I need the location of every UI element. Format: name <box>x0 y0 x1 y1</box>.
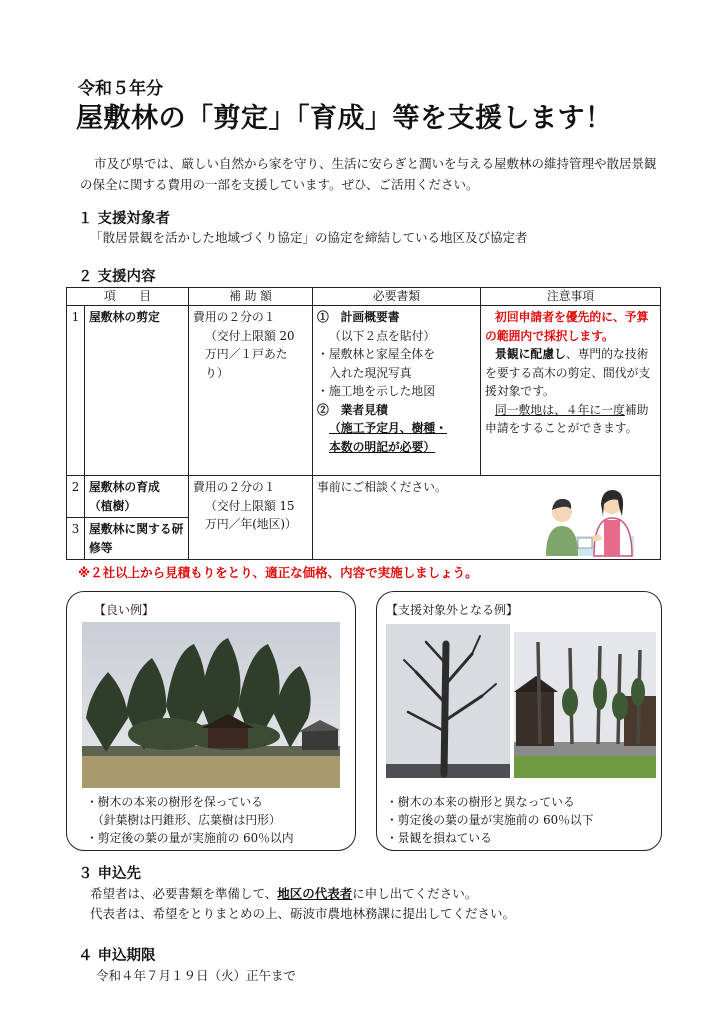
section1-heading: １ 支援対象者 <box>78 211 171 227</box>
section3-heading: ３ 申込先 <box>78 866 142 882</box>
row-amount <box>189 306 313 476</box>
row-notes <box>481 306 661 476</box>
good-example-photo <box>82 622 340 788</box>
bad-example-photo-1 <box>386 624 510 778</box>
doc-plan: ① 計画概要書 <box>317 310 400 324</box>
amount-line: 費用の２分の１ <box>193 480 276 494</box>
consultation-illustration-icon <box>540 482 646 558</box>
row-number: 2 <box>67 476 85 518</box>
note-frequency: 補助申請をすることができます。 <box>485 402 649 435</box>
note-frequency-ul: 同一敷地は、４年に一度 <box>495 402 625 417</box>
good-note-1: ・樹木の本来の樹形を保っている <box>86 795 263 809</box>
doc-line: （以下２点を貼付） <box>329 328 436 343</box>
doc-line: 入れた現況写真 <box>329 365 412 380</box>
amount-line: （交付上限額 20 <box>205 328 295 343</box>
consult-text: 事前にご相談ください。 <box>317 480 447 494</box>
estimate-warning: ※２社以上から見積もりをとり、適正な価格、内容で実施しましょう。 <box>78 565 478 580</box>
district-representative: 地区の代表者 <box>277 886 353 901</box>
section1-text: 「散居景観を活かした地域づくり協定」の協定を締結している地区及び協定者 <box>90 230 528 245</box>
row-item <box>85 476 189 518</box>
bad-example-label: 【支援対象外となる例】 <box>386 603 519 617</box>
apply-text: に申し出てください。 <box>352 886 478 901</box>
section2-heading: ２ 支援内容 <box>78 269 156 285</box>
doc-estimate: ② 業者見積 <box>317 402 388 417</box>
bad-note-2: ・剪定後の葉の量が実施前の 60％以下 <box>386 813 594 827</box>
section4-heading: ４ 申込期限 <box>78 948 156 964</box>
year-label: 令和５年分 <box>78 79 163 99</box>
bad-example-photo-2 <box>514 632 656 778</box>
amount-line: 万円／１戸あた <box>205 347 288 361</box>
section3-line1 <box>90 884 477 904</box>
doc-line: ・施工地を示した地図 <box>317 384 435 398</box>
apply-text: 希望者は、必要書類を準備して、 <box>90 886 278 901</box>
table-header-row <box>67 288 661 306</box>
row-item: 屋敷林に関する研修等 <box>85 518 189 560</box>
bad-note-1: ・樹木の本来の樹形と異なっている <box>386 795 575 809</box>
section3-line2: 代表者は、希望をとりまとめの上、砺波市農地林務課に提出してください。 <box>90 906 516 921</box>
table-row-pruning <box>67 306 661 476</box>
intro-text: 市及び県では、厳しい自然から家を守り、生活に安らぎと潤いを与える屋敷林の維持管理や散居景観の保全に関する費用の一部を支援しています。ぜひ、ご活用ください。 <box>80 156 657 192</box>
doc-line: （施工予定月、樹種・ <box>329 421 447 435</box>
col-header-notes: 注意事項 <box>481 288 661 306</box>
amount-line: 費用の２分の１ <box>193 310 276 324</box>
item-line: 屋敷林の育成 <box>89 480 160 494</box>
doc-line: ・屋敷林と家屋全体を <box>317 347 435 361</box>
row-item: 屋敷林の剪定 <box>85 306 189 476</box>
row-docs <box>313 306 481 476</box>
note-landscape: 、専門的な技術を要する高木の剪定、間伐が支援対象です。 <box>485 347 651 398</box>
good-note-2: （針葉樹は円錐形、広葉樹は円形） <box>92 813 281 827</box>
amount-line: 万円／年(地区)） <box>205 517 297 531</box>
doc-line: 本数の明記が必要） <box>329 439 436 454</box>
good-note-3: ・剪定後の葉の量が実施前の 60％以内 <box>86 831 294 845</box>
note-landscape-bold: 景観に配慮し <box>495 347 566 361</box>
amount-line: り） <box>205 365 229 380</box>
col-header-docs: 必要書類 <box>313 288 481 306</box>
item-line: （植樹） <box>89 498 137 513</box>
page-title: 屋敷林の「剪定」「育成」等を支援します！ <box>76 103 613 134</box>
col-header-item: 項 目 <box>67 288 189 306</box>
deadline-text: 令和４年７月１９日（火）正午まで <box>96 968 297 983</box>
col-header-amount: 補 助 額 <box>189 288 313 306</box>
amount-line: （交付上限額 15 <box>205 498 295 513</box>
note-priority: 初回申請者を優先的に、予算の範囲内で採択します。 <box>485 310 649 343</box>
row-amount <box>189 476 313 560</box>
good-example-label: 【良い例】 <box>94 603 155 617</box>
row-number: 3 <box>67 518 85 560</box>
row-number: 1 <box>67 306 85 476</box>
bad-note-3: ・景観を損ねている <box>386 831 492 845</box>
